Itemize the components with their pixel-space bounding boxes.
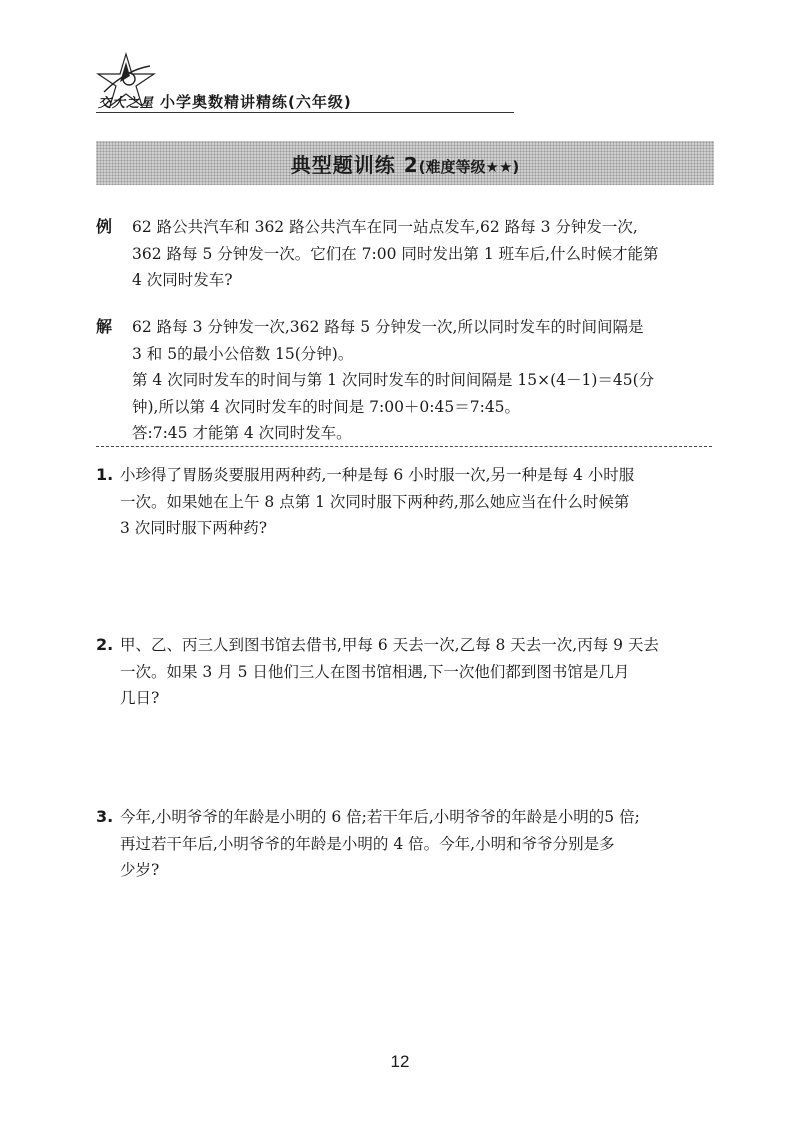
section-title: 典型题训练 2 bbox=[290, 153, 419, 177]
difficulty-label: (难度等级★★) bbox=[418, 158, 520, 176]
problem-line: 3 次同时服下两种药? bbox=[120, 519, 268, 537]
solution-tag: 解 bbox=[96, 317, 113, 336]
dashed-divider bbox=[96, 446, 712, 447]
brand-name: 交大之星 bbox=[98, 96, 155, 111]
example-line: 62 路公共汽车和 362 路公共汽车在同一站点发车,62 路每 3 分钟发一次, bbox=[132, 218, 638, 236]
problem-line: 甲、乙、丙三人到图书馆去借书,甲每 6 天去一次,乙每 8 天去一次,丙每 9 天去 bbox=[120, 636, 659, 654]
problem-number: 2. bbox=[96, 635, 114, 654]
problem-line: 一次。如果她在上午 8 点第 1 次同时服下两种药,那么她应当在什么时候第 bbox=[120, 492, 630, 511]
solution-line: 第 4 次同时发车的时间与第 1 次同时发车的时间间隔是 15×(4－1)＝45(分 bbox=[132, 371, 655, 389]
problem-line: 几日? bbox=[120, 689, 160, 707]
problem-2 bbox=[96, 632, 712, 712]
answer-line: 答:7:45 才能第 4 次同时发车。 bbox=[132, 424, 352, 442]
book-title: 小学奥数精讲精练(六年级) bbox=[160, 93, 352, 111]
page-header bbox=[96, 52, 516, 118]
problem-line: 再过若干年后,小明爷爷的年龄是小明的 4 倍。今年,小明和爷爷分别是多 bbox=[120, 834, 615, 853]
example-line: 4 次同时发车? bbox=[132, 271, 233, 289]
example-tag: 例 bbox=[96, 217, 113, 236]
example-line: 362 路每 5 分钟发一次。它们在 7:00 同时发出第 1 班车后,什么时候才能第 bbox=[132, 244, 659, 263]
page-number: 12 bbox=[390, 1052, 410, 1071]
solution-line: 钟),所以第 4 次同时发车的时间是 7:00＋0:45＝7:45。 bbox=[132, 397, 521, 416]
problem-line: 小珍得了胃肠炎要服用两种药,一种是每 6 小时服一次,另一种是每 4 小时服 bbox=[120, 466, 635, 484]
section-banner bbox=[96, 141, 714, 185]
problem-number: 3. bbox=[96, 807, 114, 826]
problem-line: 一次。如果 3 月 5 日他们三人在图书馆相遇,下一次他们都到图书馆是几月 bbox=[120, 662, 630, 681]
problem-number: 1. bbox=[96, 465, 114, 484]
solution-block bbox=[96, 314, 712, 447]
header-divider bbox=[96, 112, 514, 113]
solution-line: 3 和 5的最小公倍数 15(分钟)。 bbox=[132, 344, 354, 363]
problem-1 bbox=[96, 462, 712, 542]
solution-line: 62 路每 3 分钟发一次,362 路每 5 分钟发一次,所以同时发车的时间间隔是 bbox=[132, 318, 644, 336]
example-block bbox=[96, 214, 712, 294]
problem-line: 少岁? bbox=[120, 861, 160, 879]
problem-line: 今年,小明爷爷的年龄是小明的 6 倍;若干年后,小明爷爷的年龄是小明的5 倍; bbox=[120, 808, 640, 826]
problem-3 bbox=[96, 804, 712, 884]
